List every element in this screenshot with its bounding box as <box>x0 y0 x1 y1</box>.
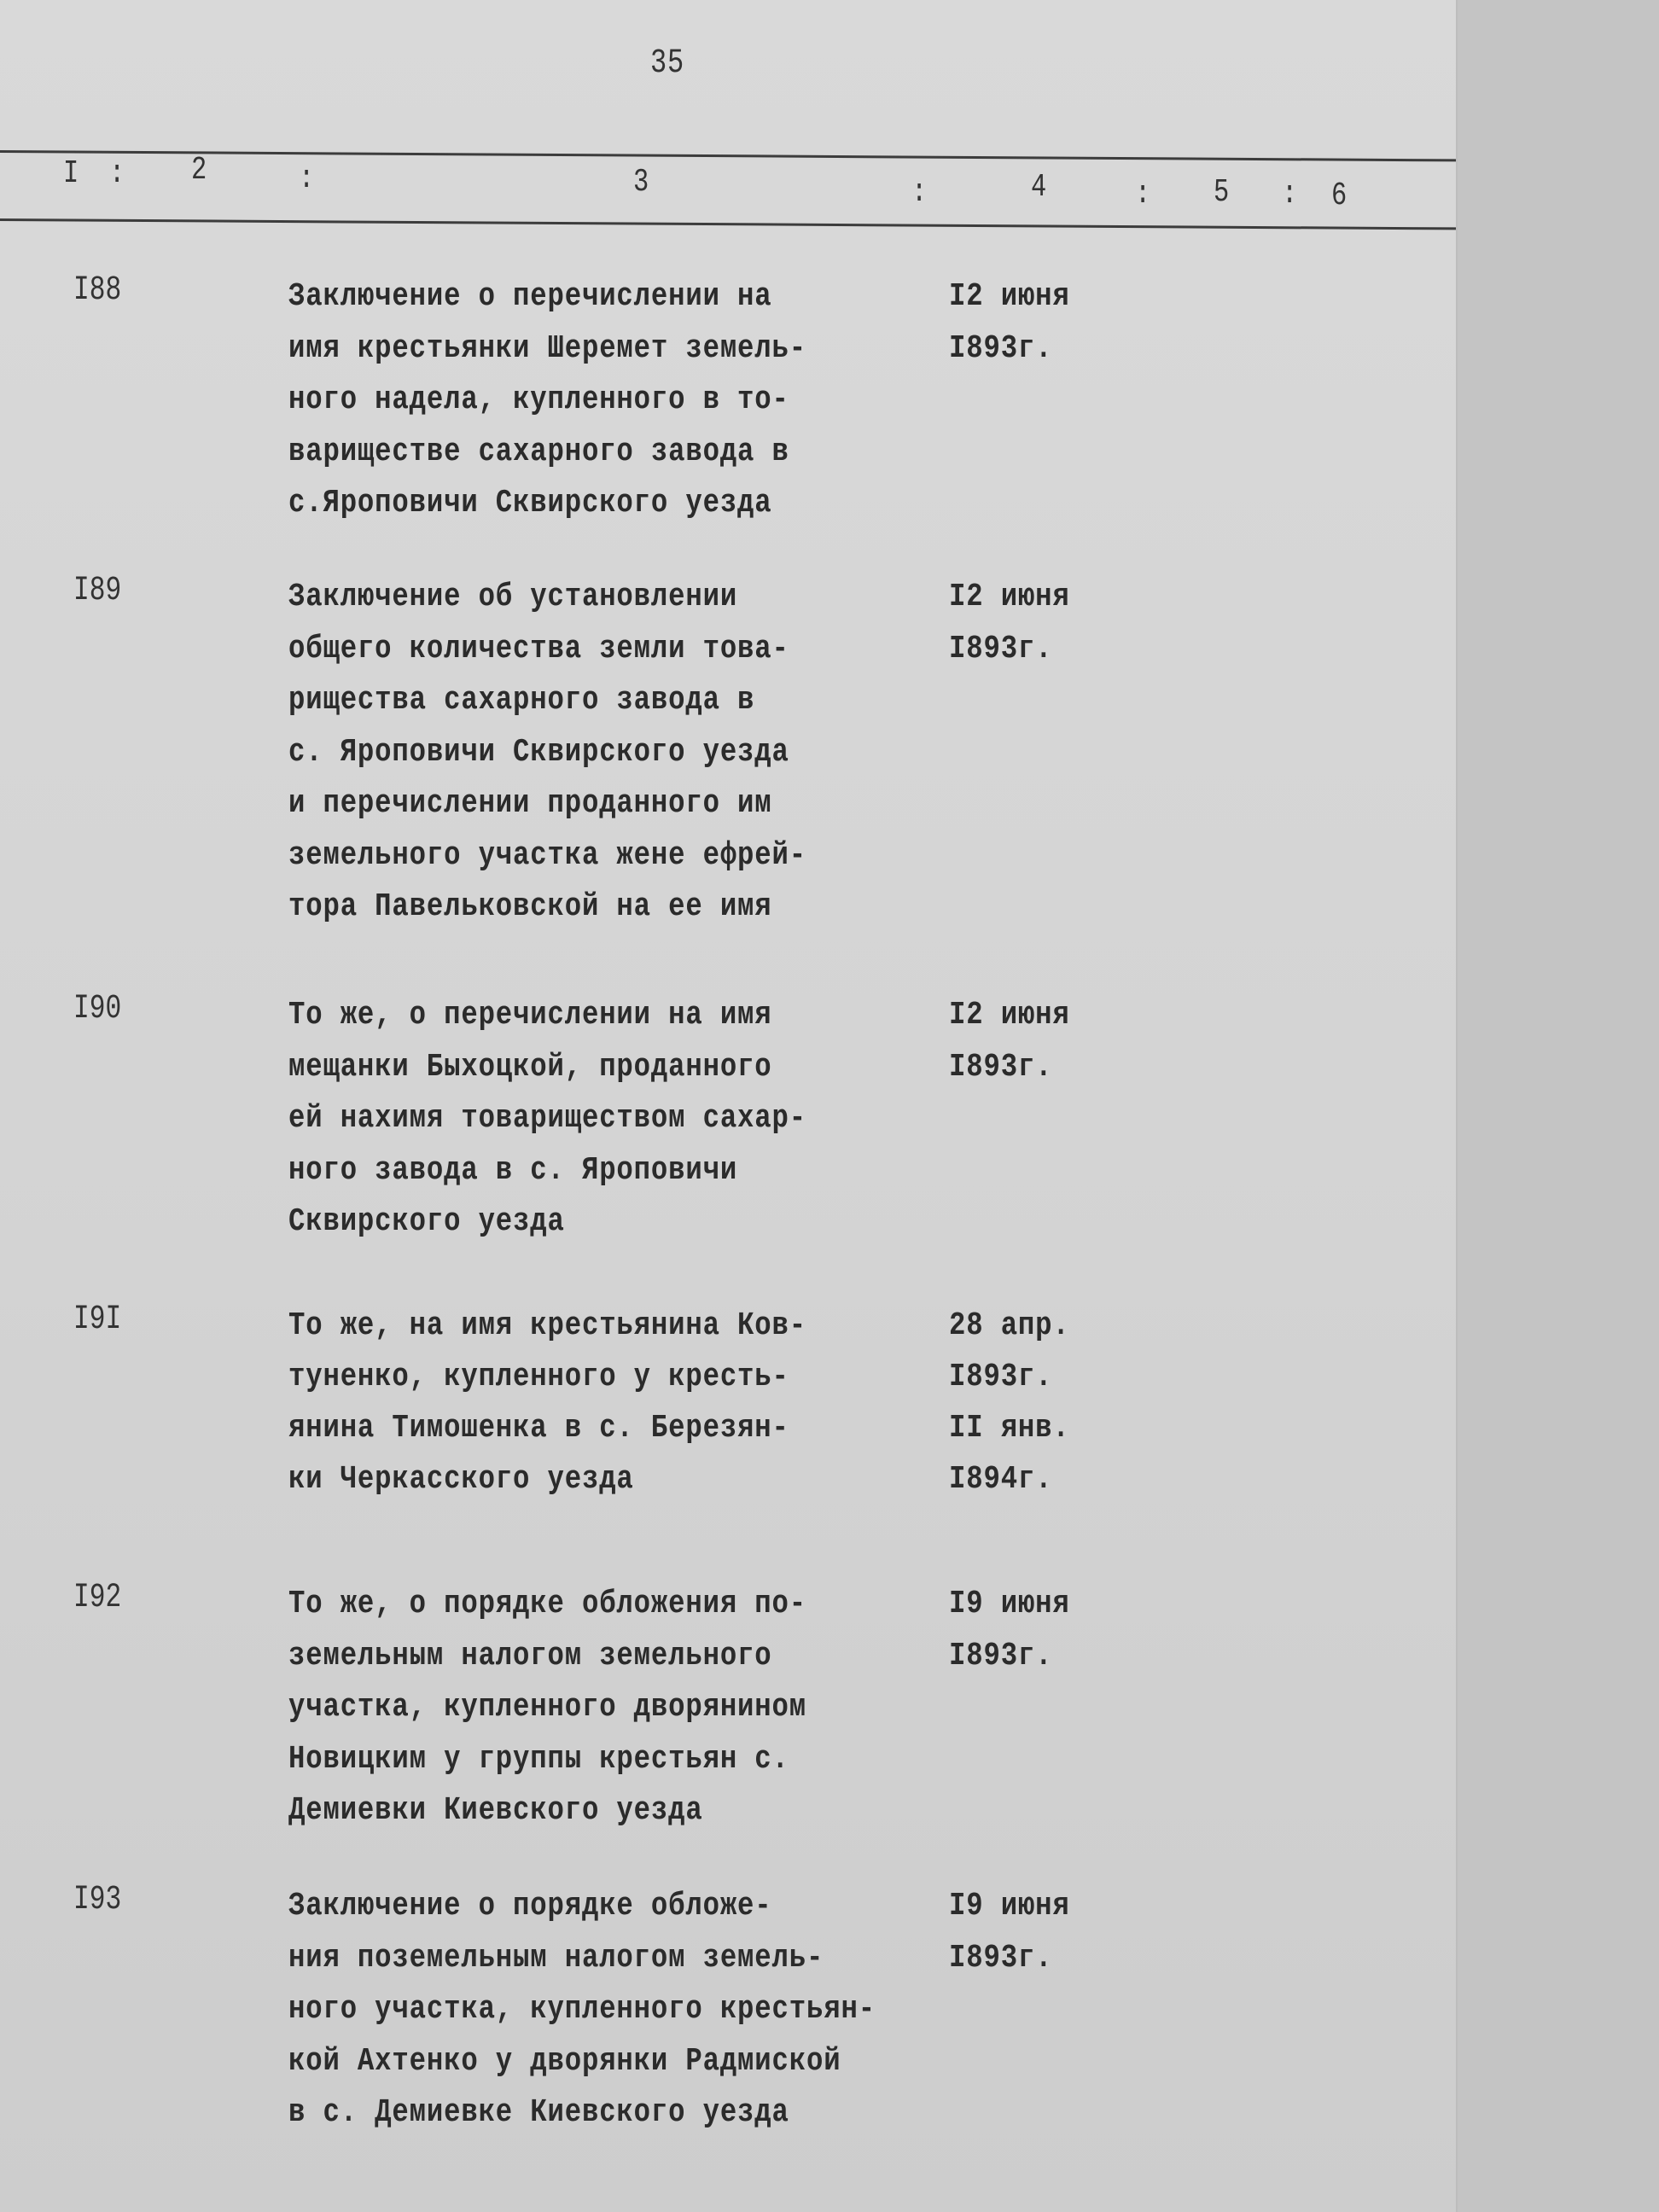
date-line: I2 июня <box>949 278 1070 315</box>
description-line: с.Яроповичи Сквирского уезда <box>288 485 772 521</box>
page-number: 35 <box>650 44 685 83</box>
description-line: туненко, купленного у кресть- <box>288 1359 789 1395</box>
description-line: и перечислении проданного им <box>288 785 772 822</box>
column-separator: : <box>299 160 315 197</box>
date-line: I9 июня <box>949 1586 1070 1622</box>
description-line: имя крестьянки Шеремет земель- <box>288 329 807 367</box>
description-line: вариществе сахарного завода в <box>288 433 789 470</box>
description-line: рищества сахарного завода в <box>288 682 755 719</box>
entry-number: I92 <box>73 1579 122 1617</box>
date-line: 28 апр. <box>949 1307 1070 1344</box>
column-header-4: 4 <box>1031 169 1047 206</box>
column-header-3: 3 <box>633 164 649 201</box>
description-line: Заключение о порядке обложе- <box>288 1888 772 1924</box>
entry-number: I90 <box>73 990 122 1028</box>
entry-description <box>288 990 971 1249</box>
column-header-2: 2 <box>191 152 207 189</box>
underlying-page-edge <box>1456 0 1659 2212</box>
description-line: То же, на имя крестьянина Ков- <box>288 1307 807 1344</box>
entry-description <box>288 1579 971 1837</box>
column-header-1: I <box>63 155 79 192</box>
date-line: I894г. <box>949 1461 1053 1498</box>
date-line: II янв. <box>949 1410 1070 1447</box>
date-line: I2 июня <box>949 579 1070 615</box>
description-line: ного участка, купленного крестьян- <box>288 1991 876 2028</box>
description-line: земельным налогом земельного <box>288 1637 772 1674</box>
date-line: I893г. <box>949 329 1053 367</box>
description-line: янина Тимошенка в с. Березян- <box>288 1410 789 1447</box>
description-line: Заключение об установлении <box>288 579 738 615</box>
description-line: кой Ахтенко у дворянки Радмиской <box>288 2042 841 2080</box>
description-line: Сквирского уезда <box>288 1203 565 1240</box>
entry-description <box>288 1881 971 2139</box>
date-line: I893г. <box>949 1637 1053 1674</box>
description-line: ния поземельным налогом земель- <box>288 1939 824 1976</box>
description-line: То же, о перечислении на имя <box>288 997 772 1033</box>
date-line: I893г. <box>949 630 1053 667</box>
entry-date <box>949 1579 1120 1682</box>
description-line: земельного участка жене ефрей- <box>288 836 807 874</box>
date-line: I893г. <box>949 1359 1053 1395</box>
description-line: ки Черкасского уезда <box>288 1461 634 1498</box>
table-header-bottom-rule <box>0 218 1458 230</box>
entry-date <box>949 271 1120 375</box>
entry-date <box>949 1301 1120 1505</box>
entry-description <box>288 271 971 530</box>
column-separator: : <box>1282 176 1298 212</box>
column-header-6: 6 <box>1331 178 1348 214</box>
column-header-5: 5 <box>1214 174 1230 211</box>
description-line: общего количества земли това- <box>288 630 789 667</box>
date-line: I893г. <box>949 1939 1053 1976</box>
entry-number: I89 <box>73 572 122 610</box>
entry-date <box>949 1881 1120 1984</box>
description-line: Новицким у группы крестьян с. <box>288 1740 789 1778</box>
entry-description <box>288 1301 971 1505</box>
entry-number: I93 <box>73 1881 122 1919</box>
entry-number: I88 <box>73 271 122 310</box>
entry-date <box>949 990 1120 1093</box>
column-separator: : <box>911 174 928 211</box>
date-line: I893г. <box>949 1048 1053 1086</box>
description-line: ей нахимя товариществом сахар- <box>288 1100 807 1137</box>
description-line: в с. Демиевке Киевского уезда <box>288 2094 789 2131</box>
description-line: Демиевки Киевского уезда <box>288 1792 703 1829</box>
column-separator: : <box>109 155 125 192</box>
description-line: участка, купленного дворянином <box>288 1689 807 1726</box>
entry-description <box>288 572 971 934</box>
description-line: с. Яроповичи Сквирского уезда <box>288 733 789 771</box>
table-header-row <box>0 152 1458 215</box>
date-line: I2 июня <box>949 997 1070 1033</box>
description-line: ного надела, купленного в то- <box>288 381 789 418</box>
description-line: тора Павельковской на ее имя <box>288 888 772 925</box>
entry-number: I9I <box>73 1301 122 1339</box>
date-line: I9 июня <box>949 1888 1070 1924</box>
entry-date <box>949 572 1120 675</box>
description-line: мещанки Быхоцкой, проданного <box>288 1048 772 1086</box>
column-separator: : <box>1135 176 1151 212</box>
description-line: Заключение о перечислении на <box>288 278 772 315</box>
description-line: ного завода в с. Яроповичи <box>288 1151 738 1189</box>
description-line: То же, о порядке обложения по- <box>288 1586 807 1622</box>
